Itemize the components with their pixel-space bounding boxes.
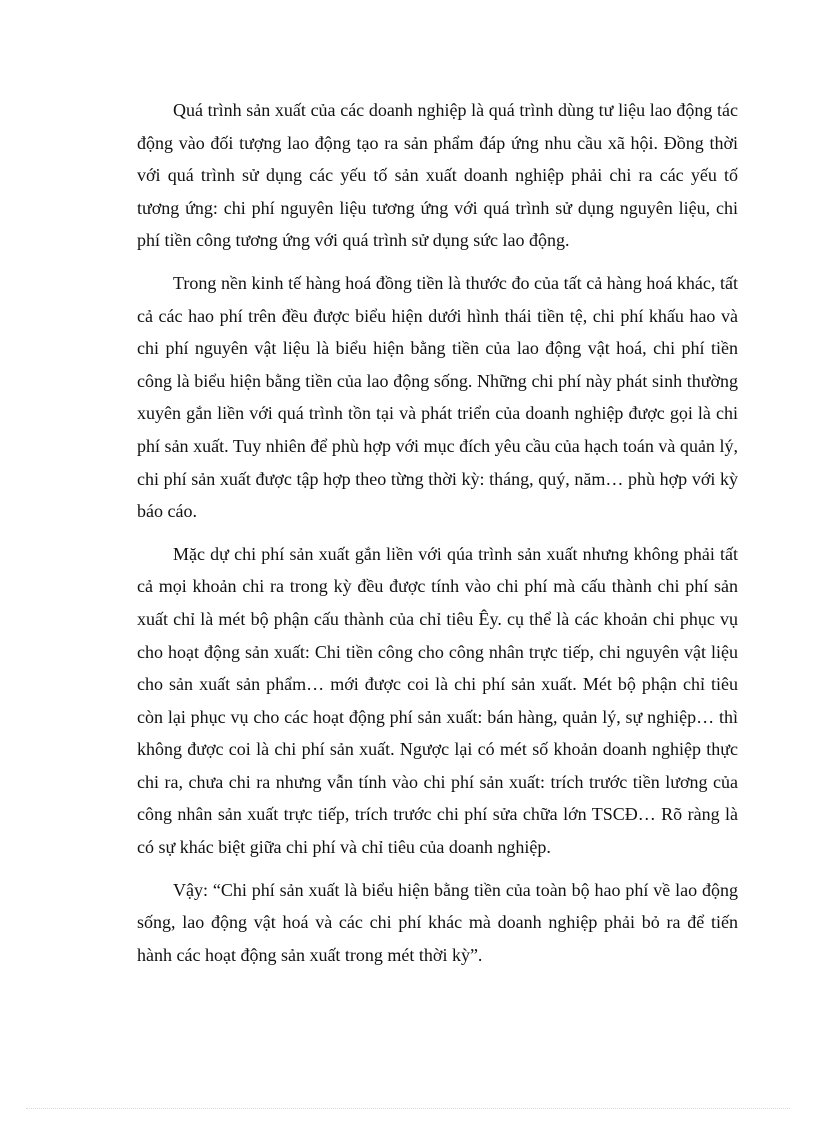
document-body <box>137 94 738 981</box>
paragraph-commodity-economy: Trong nền kinh tế hàng hoá đồng tiền là thước đo của tất cả hàng hoá khác, tất cả các hao phí trên đều được biểu hiện dưới hình thái tiền tệ, chi phí khấu hao và chi phí nguyên vật liệu là biểu hiện bằng tiền của lao động vật hoá, chi phí tiền công là biểu hiện bằng tiền của lao động sống. Những chi phí này phát sinh thường xuyên gắn liền với quá trình tồn tại và phát triển của doanh nghiệp được gọi là chi phí sản xuất. Tuy nhiên để phù hợp với mục đích yêu cầu của hạch toán và quản lý, chi phí sản xuất được tập hợp theo từng thời kỳ: tháng, quý, năm… phù hợp với kỳ báo cáo. <box>137 272 738 522</box>
paragraph-production-process: Quá trình sản xuất của các doanh nghiệp là quá trình dùng tư liệu lao động tác động vào đối tượng lao động tạo ra sản phẩm đáp ứng nhu cầu xã hội. Đồng thời với quá trình sử dụng các yếu tố sản xuất doanh nghiệp phải chi ra các yếu tố tương ứng: chi phí nguyên liệu tương ứng với quá trình sử dụng nguyên liệu, chi phí tiền công tương ứng với quá trình sử dụng sức lao động. <box>137 100 738 251</box>
paragraph-cost-vs-expenditure: Mặc dự chi phí sản xuất gắn liền với qúa trình sản xuất nhưng không phải tất cả mọi khoản chi ra trong kỳ đều được tính vào chi phí mà cấu thành chi phí sản xuất chỉ là mét bộ phận cấu thành của chỉ tiêu Êy. cụ thể là các khoản chi phục vụ cho hoạt động sản xuất: Chi tiền công cho công nhân trực tiếp, chi nguyên vật liệu cho sản xuất sản phẩm… mới được coi là chi phí sản xuất. Mét bộ phận chỉ tiêu còn lại phục vụ cho các hoạt động phí sản xuất: bán hàng, quản lý, sự nghiệp… thì không được coi là chi phí sản xuất. Ngược lại có mét số khoản doanh nghiệp thực chi ra, chưa chi ra nhưng vẫn tính vào chi phí sản xuất: trích trước tiền lương của công nhân sản xuất trực tiếp, trích trước chi phí sửa chữa lớn TSCĐ… Rõ ràng là có sự khác biệt giữa chi phí và chỉ tiêu của doanh nghiệp. <box>137 543 738 858</box>
paragraph-definition: Vậy: “Chi phí sản xuất là biểu hiện bằng tiền của toàn bộ hao phí về lao động sống, lao động vật hoá và các chi phí khác mà doanh nghiệp phải bỏ ra để tiến hành các hoạt động sản xuất trong mét thời kỳ”. <box>137 879 738 965</box>
page-bottom-divider <box>26 1108 790 1109</box>
